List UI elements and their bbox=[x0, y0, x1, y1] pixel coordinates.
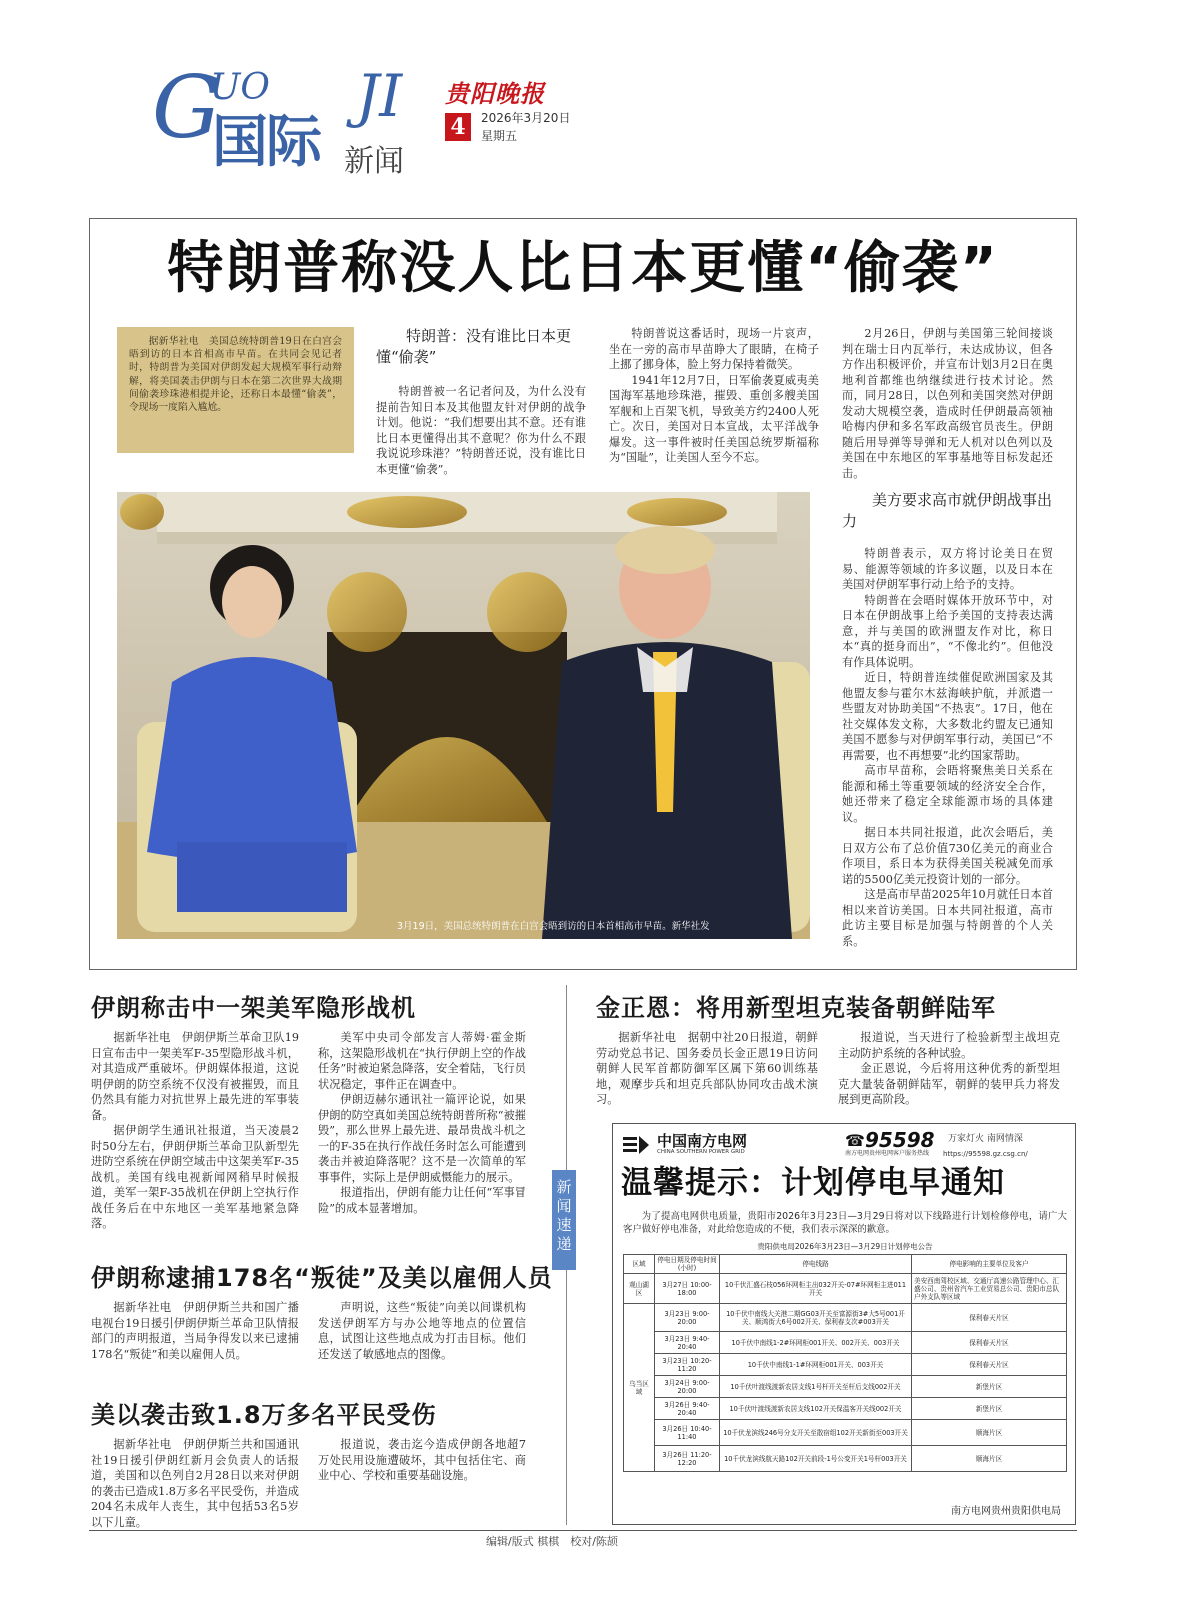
story-d-paragraph-3: 金正恩说，今后将用这种优秀的新型坦克大量装备朝鲜陆军，朝鲜的装甲兵力将发展到更高阶段。 bbox=[838, 1062, 1060, 1106]
lead-col3-paragraph-5: 高市早苗称，会晤将聚焦美日关系在能源和稀土等重要领域的经济安全合作，她还带来了稳定全球能源市场的具体建议。 bbox=[842, 764, 1053, 824]
story-c-col-1 bbox=[91, 1437, 299, 1530]
ad-footer: 南方电网贵州贵阳供电局 bbox=[951, 1506, 1061, 1517]
page-number-badge bbox=[445, 113, 471, 141]
power-outage-ad bbox=[612, 1123, 1076, 1525]
table-cell-time: 3月27日 10:00-18:00 bbox=[655, 1274, 720, 1304]
table-cell-time: 3月26日 10:40-11:40 bbox=[655, 1420, 720, 1446]
table-row bbox=[624, 1274, 1067, 1304]
story-b-paragraph-1: 据新华社电 伊朗伊斯兰共和国广播电视台19日援引伊朗伊斯兰革命卫队情报部门的声明报道，当局争得发以来已逮捕178名“叛徒”和美以雇佣人员。 bbox=[91, 1301, 299, 1361]
table-cell-area: 新堡片区 bbox=[912, 1398, 1067, 1420]
logo-letter-g: G bbox=[152, 58, 221, 158]
table-cell-area: 保利春天片区 bbox=[912, 1304, 1067, 1332]
table-cell-line: 10千伏龙滨线航天路102开关前段-1号公变开关1号杆003开关 bbox=[720, 1446, 912, 1472]
story-a-title: 伊朗称击中一架美军隐形战机 bbox=[91, 994, 416, 1022]
lead-subheading-1: 特朗普：没有谁比日本更懂“偷袭” bbox=[376, 327, 572, 366]
grid-company-name: 中国南方电网 bbox=[657, 1132, 748, 1150]
table-cell-region: 乌当区域 bbox=[624, 1304, 655, 1472]
grid-website: https://95598.gz.csg.cn/ bbox=[943, 1150, 1028, 1158]
lead-photo-illustration bbox=[117, 492, 810, 939]
lead-col3-paragraph-6: 据日本共同社报道，此次会晤后，美日双方公布了总价值730亿美元的商业合作项目，系日本为获得美国关税减免而承诺的5500亿美元投资计划的一部分。 bbox=[842, 826, 1053, 886]
logo-chinese-small: 新闻 bbox=[344, 144, 404, 179]
lead-col2-paragraph-2: 1941年12月7日，日军偷袭夏威夷美国海军基地珍珠港，摧毁、重创多艘美国军舰和上百架飞机，导致美方约2400人死亡。次日，美国对日本宣战，太平洋战争爆发。这一事件被时任美国总统罗斯福称为“国耻”，让美国人至今不忘。 bbox=[609, 373, 819, 464]
photo-caption: 3月19日，美国总统特朗普在白宫会晤到访的日本首相高市早苗。新华社发 bbox=[397, 921, 710, 932]
table-row bbox=[624, 1420, 1067, 1446]
story-d-col-1 bbox=[596, 1030, 818, 1108]
lead-col3-paragraph-7: 这是高市早苗2025年10月就任日本首相以来首访美国。日本共同社报道，高市此访主要目标是加强与特朗普的个人关系。 bbox=[842, 888, 1053, 948]
story-d-col-2 bbox=[838, 1030, 1060, 1108]
lead-col-2 bbox=[609, 326, 819, 466]
outage-table bbox=[623, 1254, 1067, 1472]
table-cell-area: 顺海片区 bbox=[912, 1420, 1067, 1446]
story-a-col-2 bbox=[318, 1030, 526, 1216]
table-cell-time: 3月23日 10:20-11:20 bbox=[655, 1354, 720, 1376]
lead-col2-paragraph-1: 特朗普说这番话时，现场一片哀声，坐在一旁的高市早苗睁大了眼睛，在椅子上挪了挪身体，脸上努力保持着微笑。 bbox=[609, 327, 819, 371]
issue-weekday: 星期五 bbox=[481, 129, 518, 143]
table-cell-line: 10千伏叶渡线渡新农居支线1号杆开关至杆后支线002开关 bbox=[720, 1376, 912, 1398]
table-cell-line: 10千伏中南线大关港二期GG03开关至富源街3#大5号001开关、顺鸿街大6号002开关、保利春支次#003开关 bbox=[720, 1304, 912, 1332]
table-cell-line: 10千伏中南线1-1#环网柜001开关、003开关 bbox=[720, 1354, 912, 1376]
table-header: 停电线路 bbox=[720, 1255, 912, 1274]
lead-col3-paragraph-4: 近日，特朗普连续催促欧洲国家及其他盟友参与霍尔木兹海峡护航，并派遣一些盟友对协助美国“不热衷”。17日，他在社交媒体发文称，大多数北约盟友已通知美国不愿参与对伊朗军事行动，美国已“不再需要，也不再想要”北约国家帮助。 bbox=[842, 671, 1053, 762]
ad-intro bbox=[623, 1210, 1067, 1236]
issue-date: 2026年3月20日 bbox=[481, 111, 571, 125]
story-a-paragraph-5: 报道指出，伊朗有能力让任何“军事冒险”的成本显著增加。 bbox=[318, 1186, 526, 1215]
logo-letters-uo: UO bbox=[210, 67, 270, 108]
story-b-col-1 bbox=[91, 1300, 299, 1362]
story-a-paragraph-2: 据伊朗学生通讯社报道，当天凌晨2时50分左右，伊朗伊斯兰革命卫队新型先进防空系统在伊朗空域击中这架美军F-35战机。美国有线电视新闻网稍早时候报道，美军一架F-35战机在伊朗上空执行作战任务后在中东地区一美军基地紧急降落。 bbox=[91, 1124, 299, 1230]
story-c-paragraph-1: 据新华社电 伊朗伊斯兰共和国通讯社19日援引伊朗红新月会负责人的话报道，美国和以色列自2月28日以来对伊朗的袭击已造成1.8万多名平民受伤，并造成204名未成年人丧生，其中包括53名5岁以下儿童。 bbox=[91, 1438, 299, 1529]
table-cell-area: 新堡片区 bbox=[912, 1376, 1067, 1398]
story-b-paragraph-2: 声明说，这些“叛徒”向美以间谍机构发送伊朗军方与办公地等地点的位置信息，试图让这些地点成为打击目标。他们还发送了敏感地点的图像。 bbox=[318, 1301, 526, 1361]
table-row bbox=[624, 1376, 1067, 1398]
table-row bbox=[624, 1446, 1067, 1472]
table-cell-time: 3月24日 9:00-20:00 bbox=[655, 1376, 720, 1398]
table-header: 停电日期及停电时间(小时) bbox=[655, 1255, 720, 1274]
table-row bbox=[624, 1354, 1067, 1376]
ad-title: 温馨提示：计划停电早通知 bbox=[621, 1165, 1005, 1201]
story-a-col-1 bbox=[91, 1030, 299, 1232]
lead-subheading-2: 美方要求高市就伊朗战事出力 bbox=[842, 491, 1053, 530]
lead-col-1 bbox=[376, 326, 586, 477]
grid-hotline: 95598 bbox=[865, 1128, 935, 1152]
story-d-title: 金正恩：将用新型坦克装备朝鲜陆军 bbox=[596, 994, 996, 1022]
paper-name: 贵阳晚报 bbox=[445, 79, 545, 108]
table-header: 区域 bbox=[624, 1255, 655, 1274]
table-cell-line: 10千伏中南线1-2#环网柜001开关、002开关、003开关 bbox=[720, 1332, 912, 1354]
table-cell-line: 10千伏叶渡线渡新农居支线102开关保温客开关线002开关 bbox=[720, 1398, 912, 1420]
ad-intro-text: 为了提高电网供电质量，贵阳市2026年3月23日—3月29日将对以下线路进行计划检修停电，请广大客户做好停电准备，对此给您造成的不便，我们表示深深的歉意。 bbox=[623, 1211, 1067, 1235]
story-d-paragraph-2: 报道说，当天进行了检验新型主战坦克主动防护系统的各种试验。 bbox=[838, 1031, 1060, 1060]
table-header-row bbox=[624, 1255, 1067, 1274]
table-cell-time: 3月23日 9:40-20:40 bbox=[655, 1332, 720, 1354]
lead-headline: 特朗普称没人比日本更懂“偷袭” bbox=[167, 236, 999, 301]
news-brief-tag bbox=[552, 1170, 576, 1270]
story-b-title: 伊朗称逮捕178名“叛徒”及美以雇佣人员 bbox=[91, 1264, 553, 1292]
table-cell-line: 10千伏汇盛石枝056环网柜主出032开关-07#环网柜主进011开关 bbox=[720, 1274, 912, 1304]
table-cell-area: 美安西南驾校区域、交通厅高速公路管理中心、汇盛公司、贵州省汽车工业贸易总公司、贵阳市总队户外支队等区域 bbox=[912, 1274, 1067, 1304]
story-c-paragraph-2: 报道说，袭击迄今造成伊朗各地超7万处民用设施遭破坏，其中包括住宅、商业中心、学校和重要基础设施。 bbox=[318, 1438, 526, 1482]
table-cell-region: 观山湖区 bbox=[624, 1274, 655, 1304]
table-row bbox=[624, 1304, 1067, 1332]
story-a-paragraph-1: 据新华社电 伊朗伊斯兰革命卫队19日宣布击中一架美军F-35型隐形战斗机，对其造成严重破坏。伊朗媒体报道，这说明伊朗的防空系统不仅没有被摧毁，而且仍然具有能力对抗世界上最先进的军事装备。 bbox=[91, 1031, 299, 1122]
story-c-col-2 bbox=[318, 1437, 526, 1484]
grid-logo-icon bbox=[621, 1134, 653, 1156]
grid-hotline-sub: 南方电网贵州电网客户服务热线 bbox=[845, 1150, 930, 1157]
story-d-paragraph-1: 据新华社电 据朝中社20日报道，朝鲜劳动党总书记、国务委员长金正恩19日访问朝鲜人民军首都防御军区属下第60训练基地，观摩步兵和坦克兵部队协同攻击战术演习。 bbox=[596, 1031, 818, 1106]
logo-chinese: 国际 bbox=[212, 110, 320, 175]
table-cell-line: 10千伏龙滨线246号分支开关至散宿组102开关新街至003开关 bbox=[720, 1420, 912, 1446]
lead-photo bbox=[117, 492, 810, 939]
lead-col3-paragraph-1: 2月26日，伊朗与美国第三轮间接谈判在瑞士日内瓦举行，未达成协议，但各方作出积极评价，并宣布计划3月2日在奥地利首都维也纳继续进行技术讨论。然而，同月28日，以色列和美国突然对伊朗发动大规模空袭，造成时任伊朗最高领袖哈梅内伊和多名军政高级官员丧生。伊朗随后用导弹等导弹和无人机对以色列以及美国在中东地区的军事基地等目标发起还击。 bbox=[842, 327, 1053, 480]
lead-col3-paragraph-3: 特朗普在会晤时媒体开放环节中，对日本在伊朗战事上给予美国的支持表达满意，并与美国的欧洲盟友作对比，称日本“真的挺身而出”，“不像北约”。但他没有作具体说明。 bbox=[842, 593, 1053, 669]
lead-col1-paragraph: 特朗普被一名记者问及，为什么没有提前告知日本及其他盟友针对伊朗的战争计划。他说：“我们想要出其不意。还有谁比日本更懂得出其不意呢？你为什么不跟我说说珍珠港？”特朗普还说，没有谁比日本更懂“偷袭”。 bbox=[376, 385, 586, 476]
ad-table-caption: 贵阳供电局2026年3月23日—3月29日计划停电公告 bbox=[757, 1242, 933, 1251]
grid-company-english: CHINA SOUTHERN POWER GRID bbox=[657, 1149, 745, 1155]
table-cell-time: 3月26日 9:40-20:40 bbox=[655, 1398, 720, 1420]
table-row bbox=[624, 1398, 1067, 1420]
story-c-title: 美以袭击致1.8万多名平民受伤 bbox=[91, 1401, 437, 1429]
lead-summary-box bbox=[117, 327, 354, 453]
table-header: 停电影响的主要单位及客户 bbox=[912, 1255, 1067, 1274]
page-number: 4 bbox=[450, 114, 466, 140]
story-b-col-2 bbox=[318, 1300, 526, 1362]
bottom-rule bbox=[89, 1530, 1077, 1531]
story-a-paragraph-3: 美军中央司令部发言人蒂姆·霍金斯称，这架隐形战机在“执行伊朗上空的作战任务”时被迫紧急降落，安全着陆，飞行员状况稳定，事件正在调查中。 bbox=[318, 1031, 526, 1091]
lead-summary: 据新华社电 美国总统特朗普19日在白宫会晤到访的日本首相高市早苗。在共同会见记者时，特朗普为美国对伊朗发起大规模军事行动辩解，将美国袭击伊朗与日本在第二次世界大战期间偷袭珍珠港相提并论，还称日本最懂“偷袭”，令现场一度陷入尴尬。 bbox=[129, 336, 342, 414]
table-cell-area: 保利春天片区 bbox=[912, 1354, 1067, 1376]
page-credits: 编辑/版式 棋棋 校对/陈颉 bbox=[486, 1535, 618, 1548]
logo-letters-ji: JI bbox=[356, 62, 403, 130]
table-cell-area: 顺海片区 bbox=[912, 1446, 1067, 1472]
phone-icon: ☎ bbox=[845, 1131, 865, 1150]
table-cell-area: 保利春天片区 bbox=[912, 1332, 1067, 1354]
story-a-paragraph-4: 伊朗迈赫尔通讯社一篇评论说，如果伊朗的防空真如美国总统特朗普所称“被摧毁”，那么世界上最先进、最昂贵战斗机之一的F-35在执行作战任务时怎么可能遭到袭击并被迫降落呢？这不是一次简单的军事事件，实际上是伊朗威慑能力的展示。 bbox=[318, 1093, 526, 1184]
lead-col-3 bbox=[842, 326, 1053, 481]
table-row bbox=[624, 1332, 1067, 1354]
grid-slogan: 万家灯火 南网情深 bbox=[948, 1134, 1023, 1144]
table-cell-time: 3月23日 9:00-20:00 bbox=[655, 1304, 720, 1332]
lead-col3-paragraph-2: 特朗普表示，双方将讨论美日在贸易、能源等领域的许多议题，以及日本在美国对伊朗军事行动上给予的支持。 bbox=[842, 547, 1053, 591]
news-brief-label: 新闻速递 bbox=[556, 1178, 572, 1253]
lead-col-3b bbox=[842, 490, 1053, 949]
table-cell-time: 3月26日 11:20-12:20 bbox=[655, 1446, 720, 1472]
